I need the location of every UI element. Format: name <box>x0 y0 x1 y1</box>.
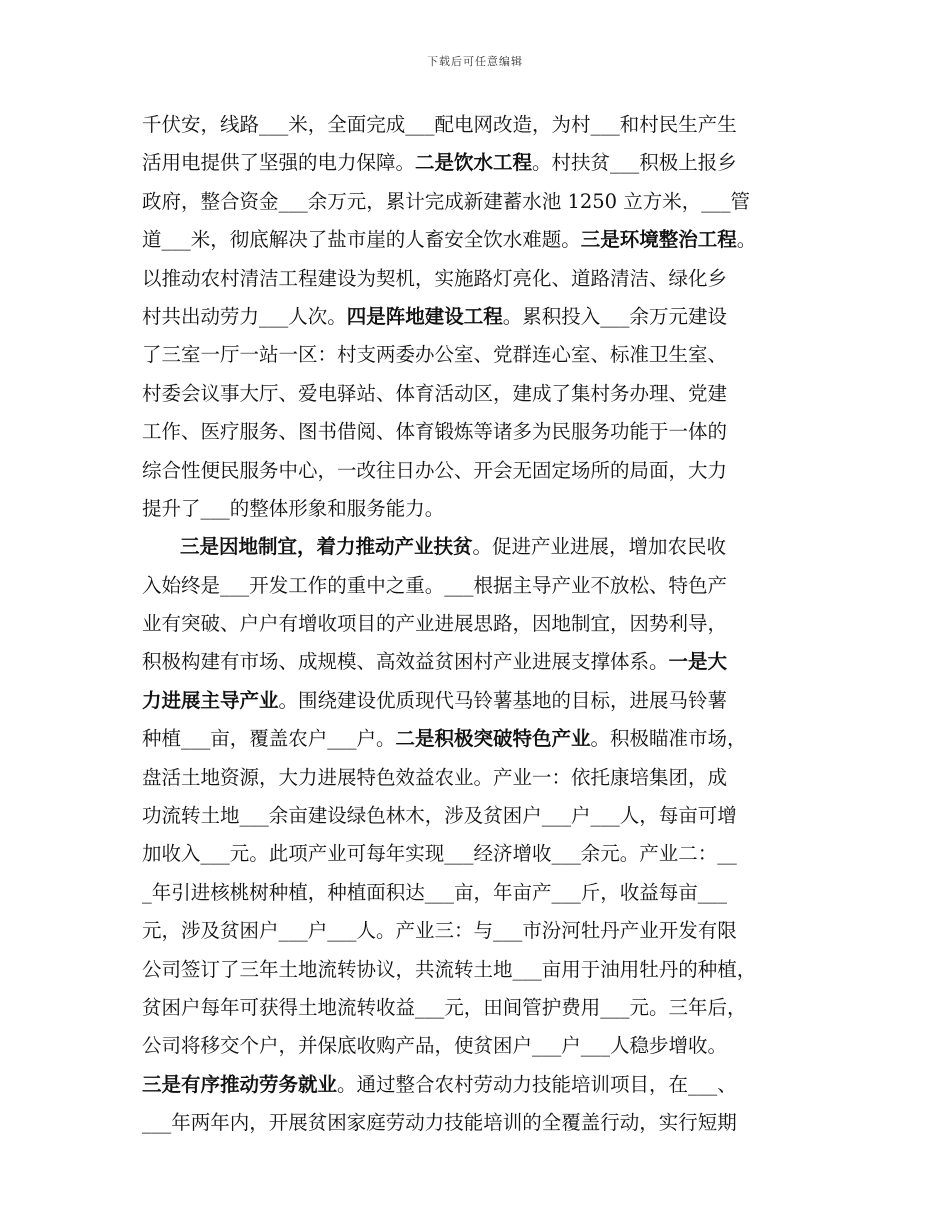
text-line <box>142 797 812 835</box>
body-text-run: 。促进产业进展，增加农民收 <box>472 535 727 559</box>
text-line <box>142 989 812 1027</box>
body-text-run: 加收入___元。此项产业可每年实现___经济增收___余元。产业二：__ <box>142 842 737 866</box>
body-text-run: 入始终是___开发工作的重中之重。___根据主导产业不放松、特色产 <box>142 573 728 597</box>
text-line <box>142 912 812 950</box>
body-text-run: 。围绕建设优质现代马铃薯基地的目标，进展马铃薯 <box>278 688 728 712</box>
text-line <box>142 528 812 566</box>
bold-heading-text: 三是有序推动劳务就业 <box>142 1072 338 1096</box>
text-line <box>142 452 812 490</box>
text-line <box>142 336 812 374</box>
text-line <box>142 183 812 221</box>
body-text-run: 提升了___的整体形象和服务能力。 <box>142 496 445 520</box>
body-text-run: 。村扶贫___积极上报乡 <box>532 151 737 175</box>
body-text-run: 千伏安，线路___米，全面完成___配电网改造，为村___和村民生产生 <box>142 113 737 136</box>
body-text-run: 了三室一厅一站一区：村支两委办公室、党群连心室、标准卫生室、 <box>142 343 728 367</box>
text-line <box>142 567 812 605</box>
text-line <box>142 490 812 528</box>
text-line <box>142 144 812 182</box>
bold-heading-text: 四是阵地建设工程 <box>346 304 503 328</box>
bold-heading-text: 三是因地制宜，着力推动产业扶贫 <box>180 535 473 559</box>
text-line <box>142 605 812 643</box>
body-text-run: 工作、医疗服务、图书借阅、体育锻炼等诸多为民服务功能于一体的 <box>142 420 728 444</box>
page-header: 下载后可任意编辑 <box>427 55 523 68</box>
body-text-run: 积极构建有市场、成规模、高效益贫困村产业进展支撑体系。 <box>142 650 669 674</box>
document-body <box>142 106 812 1143</box>
text-line <box>142 1104 812 1142</box>
body-text-run: ___年两年内，开展贫困家庭劳动力技能培训的全覆盖行动，实行短期 <box>142 1111 737 1135</box>
text-line <box>142 951 812 989</box>
body-text-run: 。通过整合农村劳动力技能培训项目，在___、 <box>337 1072 737 1096</box>
text-line <box>142 260 812 298</box>
body-text-run: 。累积投入___余万元建设 <box>502 304 728 328</box>
text-line <box>142 1066 812 1104</box>
text-line <box>142 720 812 758</box>
body-text-run: 综合性便民服务中心，一改往日办公、开会无固定场所的局面，大力 <box>142 458 728 482</box>
body-text-run: 贫困户每年可获得土地流转收益___元，田间管护费用___元。三年后， <box>142 995 747 1019</box>
body-text-run: 种植___亩，覆盖农户___户。 <box>142 727 396 751</box>
body-text-run: 公司将移交个户，并保底收购产品，使贫困户___户___人稳步增收。 <box>142 1034 728 1058</box>
body-text-run: 盘活土地资源，大力进展特色效益农业。产业一：依托康培集团，成 <box>142 765 728 789</box>
bold-heading-text: 一是大 <box>668 650 728 674</box>
body-text-run: 。积极瞄准市场， <box>590 727 747 751</box>
body-text-run: _年引进核桃树种植，种植面积达___亩，年亩产___斤，收益每亩___ <box>142 880 728 904</box>
body-text-run: 元，涉及贫困户___户___人。产业三：与___市汾河牡丹产业开发有限 <box>142 919 737 943</box>
text-line <box>142 682 812 720</box>
text-line <box>142 874 812 912</box>
body-text-run: 活用电提供了坚强的电力保障。 <box>142 151 416 175</box>
text-line <box>142 221 812 259</box>
body-text-run: 。 <box>736 228 757 252</box>
body-text-run: 公司签订了三年土地流转协议，共流转土地___亩用于油用牡丹的种植， <box>142 957 757 981</box>
bold-heading-text: 二是饮水工程 <box>415 151 533 175</box>
body-text-run: 村共出动劳力___人次。 <box>142 304 347 328</box>
body-text-run: 村委会议事大厅、爱电驿站、体育活动区，建成了集村务办理、党建 <box>142 381 728 405</box>
text-line <box>142 413 812 451</box>
text-line <box>142 298 812 336</box>
body-text-run: 道___米，彻底解决了盐市崖的人畜安全饮水难题。 <box>142 228 581 252</box>
text-line <box>142 643 812 681</box>
text-line <box>142 375 812 413</box>
body-text-run: 以推动农村清洁工程建设为契机，实施路灯亮化、道路清洁、绿化乡 <box>142 266 728 290</box>
bold-heading-text: 三是环境整治工程 <box>580 228 737 252</box>
text-line <box>142 1027 812 1065</box>
bold-heading-text: 力进展主导产业 <box>142 688 279 712</box>
text-line <box>142 759 812 797</box>
text-line <box>142 106 812 144</box>
text-line <box>142 835 812 873</box>
bold-heading-text: 二是积极突破特色产业 <box>395 727 591 751</box>
body-text-run: 政府，整合资金___余万元，累计完成新建蓄水池 1250 立方米，___管 <box>142 189 751 213</box>
body-text-run: 业有突破、户户有增收项目的产业进展思路，因地制宜，因势利导， <box>142 612 728 636</box>
body-text-run: 功流转土地___余亩建设绿色林木，涉及贫困户___户___人，每亩可增 <box>142 804 737 828</box>
